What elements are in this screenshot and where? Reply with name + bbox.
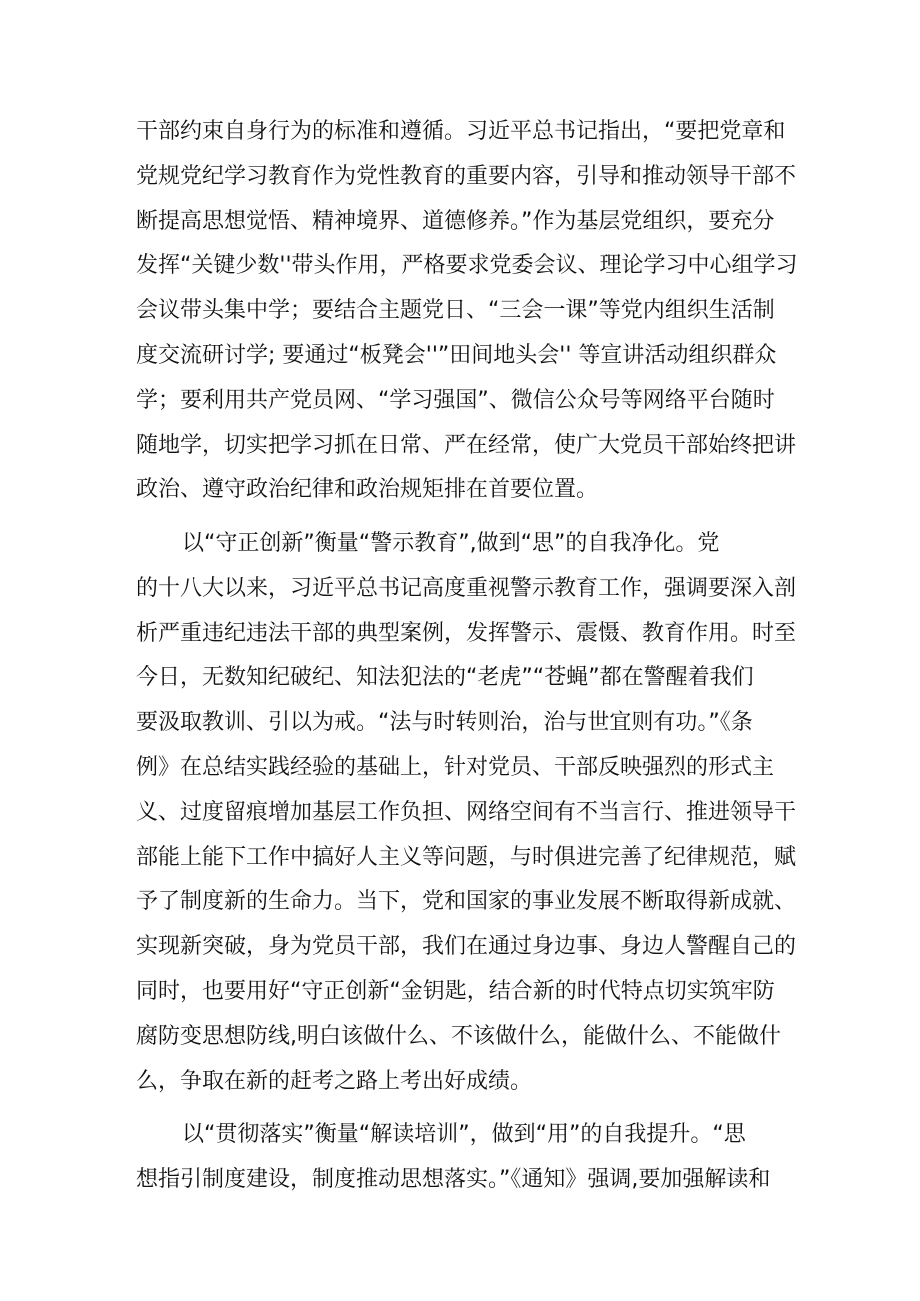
text-line: 例》在总结实践经验的基础上，针对党员、干部反映强烈的形式主 (136, 754, 775, 780)
paragraph-2 (136, 522, 796, 1104)
text-line: 党规党纪学习教育作为党性教育的重要内容，引导和推动领导干部不 (136, 163, 797, 189)
text-line: 腐防变思想防线,明白该做什么、不该做什么，能做什么、不能做什 (136, 1023, 781, 1049)
text-line: 予了制度新的生命力。当下，党和国家的事业发展不断取得新成就、 (136, 889, 797, 915)
text-line: 今日，无数知纪破纪、知法犯法的“老虎”“苍蝇”都在警醒着我们 (136, 665, 754, 691)
text-line: 断提高思想觉悟、精神境界、道德修养。”作为基层党组织，要充分 (136, 208, 775, 234)
text-line: 同时，也要用好“守正创新“金钥匙，结合新的时代特点切实筑牢防 (136, 978, 775, 1004)
text-line: 析严重违纪违法干部的典型案例，发挥警示、震慑、教育作用。时至 (136, 620, 797, 646)
text-line: 想指引制度建设，制度推动思想落实。”《通知》强调,要加强解读和 (136, 1166, 771, 1192)
text-line: 的十八大以来，习近平总书记高度重视警示教育工作，强调要深入剖 (136, 575, 797, 601)
text-line-first: 以“守正创新”衡量“警示教育”,做到“思”的自我净化。党 (182, 531, 720, 556)
text-line: 义、过度留痕增加基层工作负担、网络空间有不当言行、推进领导干 (136, 799, 797, 825)
text-line-first: 以“贯彻落实”衡量“解读培训”，做到“用”的自我提升。“思 (182, 1122, 746, 1147)
text-line: 度交流研讨学; 要通过“板凳会''”田间地头会'' 等宣讲活动组织群众 (136, 342, 777, 368)
text-line: 实现新突破，身为党员干部，我们在通过身边事、身边人警醒自己的 (136, 934, 797, 960)
text-line: 随地学，切实把学习抓在日常、严在经常，使广大党员干部始终把讲 (136, 432, 797, 458)
text-line: 发挥“关键少数''带头作用，严格要求党委会议、理论学习中心组学习 (136, 253, 798, 279)
text-line: 么，争取在新的赶考之路上考出好成绩。 (136, 1068, 533, 1094)
text-line: 政治、遵守政治纪律和政治规矩排在首要位置。 (136, 477, 599, 503)
text-line: 学；要利用共产党员网、“学习强国”、微信公众号等网络平台随时 (136, 387, 775, 413)
text-line: 会议带头集中学；要结合主题党日、“三会一课”等党内组织生活制 (136, 298, 775, 324)
text-line: 干部约束自身行为的标准和遵循。习近平总书记指出，“要把党章和 (136, 119, 786, 144)
text-line: 要汲取教训、引以为戒。“法与时转则治，治与世宜则有功。”《条 (136, 710, 753, 736)
paragraph-1 (136, 110, 796, 513)
text-line: 部能上能下工作中搞好人主义等问题，与时俱进完善了纪律规范，赋 (136, 844, 797, 870)
paragraph-3 (136, 1113, 796, 1203)
